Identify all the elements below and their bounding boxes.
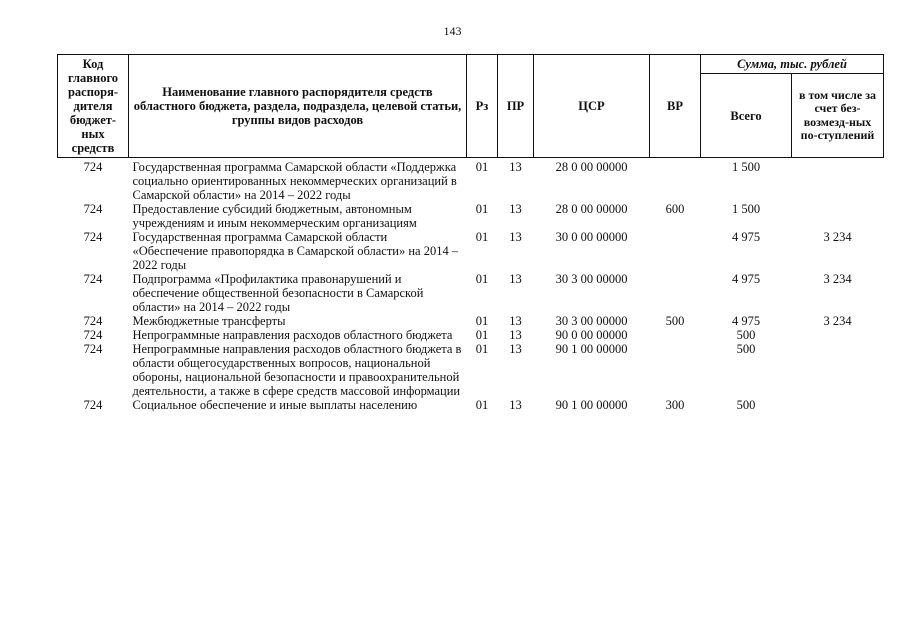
cell-total: 4 975 [731, 230, 761, 244]
table-row [58, 398, 884, 412]
cell-incl: 3 234 [823, 314, 852, 328]
cell-pr: 13 [509, 342, 522, 356]
cell-incl [792, 158, 884, 203]
cell-total: 4 975 [731, 272, 761, 286]
cell-rz: 01 [475, 398, 489, 412]
cell-csr: 28 0 00 00000 [555, 160, 628, 174]
cell-pr: 13 [509, 160, 522, 174]
cell-total: 1 500 [731, 160, 761, 174]
cell-name: Государственная программа Самарской области «Обеспечение правопорядка в Самарской области» на 2014 – 2022 годы [132, 230, 459, 272]
cell-code: 724 [83, 202, 103, 216]
cell-csr: 30 0 00 00000 [555, 230, 628, 244]
cell-total: 500 [736, 398, 756, 412]
header-code: Код главного распоря-дителя бюджет-ных средств [58, 55, 129, 158]
cell-incl [792, 342, 884, 398]
cell-incl [792, 398, 884, 412]
cell-incl: 3 234 [823, 230, 852, 244]
cell-rz: 01 [475, 272, 489, 286]
cell-vr: 500 [665, 314, 685, 328]
cell-code: 724 [83, 342, 103, 356]
budget-table [57, 54, 884, 412]
cell-name: Социальное обеспечение и иные выплаты населению [132, 398, 418, 412]
table-row [58, 202, 884, 230]
cell-vr [650, 272, 701, 314]
cell-pr: 13 [509, 272, 522, 286]
cell-name: Предоставление субсидий бюджетным, автономным учреждениям и иным некоммерческим организациям [132, 202, 417, 230]
cell-code: 724 [83, 398, 103, 412]
table-row [58, 328, 884, 342]
cell-pr: 13 [509, 230, 522, 244]
cell-vr: 600 [665, 202, 685, 216]
cell-incl [792, 202, 884, 230]
cell-rz: 01 [475, 160, 489, 174]
cell-csr: 90 0 00 00000 [555, 328, 628, 342]
cell-rz: 01 [475, 230, 489, 244]
cell-name: Непрограммные направления расходов областного бюджета [132, 328, 453, 342]
header-csr: ЦСР [534, 55, 650, 158]
header-sum: Сумма, тыс. рублей [701, 55, 884, 74]
cell-code: 724 [83, 160, 103, 174]
table-header [58, 55, 884, 158]
cell-pr: 13 [509, 202, 522, 216]
cell-total: 1 500 [731, 202, 761, 216]
table-row [58, 158, 884, 203]
cell-rz: 01 [475, 314, 489, 328]
table-row [58, 230, 884, 272]
cell-pr: 13 [509, 398, 522, 412]
cell-total: 4 975 [731, 314, 761, 328]
table-row [58, 272, 884, 314]
cell-csr: 30 3 00 00000 [555, 314, 628, 328]
cell-vr [650, 158, 701, 203]
header-incl: в том числе за счет без-возмезд-ных по-ступлений [792, 74, 884, 158]
cell-pr: 13 [509, 314, 522, 328]
cell-csr: 30 3 00 00000 [555, 272, 628, 286]
cell-pr: 13 [509, 328, 522, 342]
cell-csr: 28 0 00 00000 [555, 202, 628, 216]
cell-incl: 3 234 [823, 272, 852, 286]
header-total: Всего [701, 74, 792, 158]
table-row [58, 314, 884, 328]
header-name: Наименование главного распорядителя средств областного бюджета, раздела, подраздела, целевой статьи, группы видов расходов [129, 55, 467, 158]
cell-code: 724 [83, 272, 103, 286]
cell-csr: 90 1 00 00000 [555, 342, 628, 356]
cell-code: 724 [83, 314, 103, 328]
cell-code: 724 [83, 328, 103, 342]
header-rz: Рз [467, 55, 498, 158]
cell-name: Непрограммные направления расходов областного бюджета в области общегосударственных вопросов, национальной обороны, национальной безопасности и правоохранительной деятельности, а также в сфере средств массовой информации [132, 342, 462, 398]
header-pr: ПР [498, 55, 534, 158]
cell-vr [650, 342, 701, 398]
cell-rz: 01 [475, 328, 489, 342]
cell-vr: 300 [665, 398, 685, 412]
cell-name: Государственная программа Самарской области «Поддержка социально ориентированных некоммерческих организаций в Самарской области» на 2014 – 2022 годы [132, 160, 457, 202]
cell-rz: 01 [475, 202, 489, 216]
cell-code: 724 [83, 230, 103, 244]
cell-total: 500 [736, 342, 756, 356]
cell-vr [650, 328, 701, 342]
cell-total: 500 [736, 328, 756, 342]
cell-name: Подпрограмма «Профилактика правонарушений и обеспечение общественной безопасности в Самарской области» на 2014 – 2022 годы [132, 272, 424, 314]
cell-name: Межбюджетные трансферты [132, 314, 286, 328]
table-body [58, 158, 884, 413]
table-row [58, 342, 884, 398]
cell-incl [792, 328, 884, 342]
cell-rz: 01 [475, 342, 489, 356]
cell-csr: 90 1 00 00000 [555, 398, 628, 412]
header-vr: ВР [650, 55, 701, 158]
cell-vr [650, 230, 701, 272]
page-number: 143 [443, 24, 462, 38]
